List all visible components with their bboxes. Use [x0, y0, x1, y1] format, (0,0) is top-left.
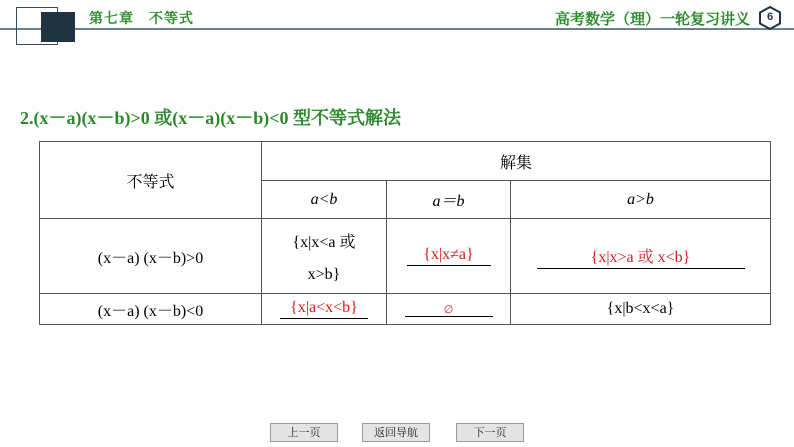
subheader-a-greater-b: a>b [511, 181, 771, 219]
cell-solution: {x|b<x<a} [511, 294, 771, 325]
cell-line: x>b} [307, 265, 341, 283]
inequality-table [39, 141, 771, 325]
home-nav-button[interactable]: 返回导航 [362, 423, 430, 442]
cell-solution [387, 294, 511, 325]
answer-text: {x|x>a 或 x<b} [537, 244, 745, 269]
table-row [40, 294, 771, 325]
row-inequality: (x－a) (x－b)<0 [40, 294, 262, 325]
cell-solution [262, 294, 387, 325]
answer-text: {x|x≠a} [407, 246, 491, 266]
section-title: 2.(x－a)(x－b)>0 或(x－a)(x－b)<0 型不等式解法 [20, 108, 401, 128]
subheader-a-equal-b: a＝b [387, 181, 511, 219]
chapter-label: 第七章 不等式 [89, 10, 194, 26]
cell-line: {x|x<a 或 [292, 233, 356, 251]
next-page-button[interactable]: 下一页 [456, 423, 524, 442]
cell-solution [511, 219, 771, 294]
header-decoration-block [41, 12, 75, 42]
cell-solution [387, 219, 511, 294]
prev-page-button[interactable]: 上一页 [270, 423, 338, 442]
subheader-a-less-b: a<b [262, 181, 387, 219]
row-inequality: (x－a) (x－b)>0 [40, 219, 262, 294]
cell-solution [262, 219, 387, 294]
table-row [40, 219, 771, 294]
book-title: 高考数学（理）一轮复习讲义 [554, 11, 750, 28]
header-inequality: 不等式 [40, 142, 262, 219]
answer-text: ∅ [405, 303, 493, 317]
header-solution: 解集 [262, 142, 771, 181]
page-number: 6 [766, 11, 774, 23]
answer-text: {x|a<x<b} [280, 299, 368, 319]
